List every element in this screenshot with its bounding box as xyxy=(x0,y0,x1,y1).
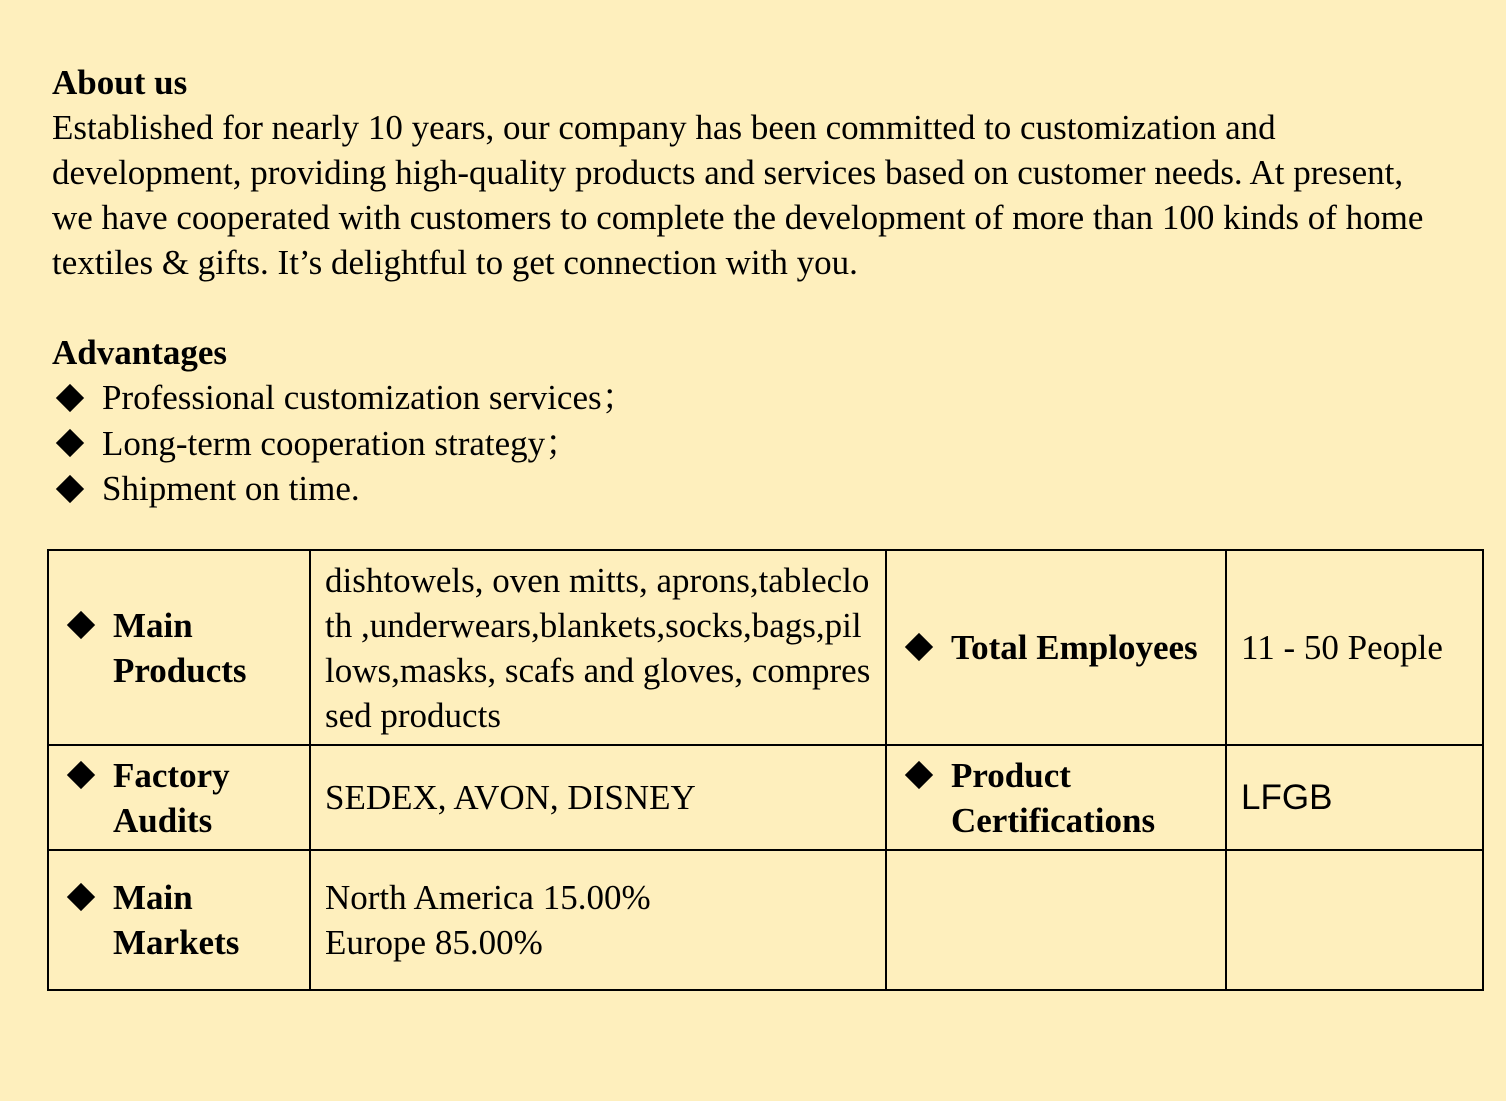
product-certifications-value: LFGB xyxy=(1226,745,1483,850)
diamond-bullet-icon xyxy=(905,760,933,788)
main-markets-value xyxy=(310,850,886,990)
diamond-bullet-icon xyxy=(67,610,95,638)
table-row xyxy=(48,550,1483,745)
factory-audits-value: SEDEX, AVON, DISNEY xyxy=(310,745,886,850)
product-certifications-label: Product Certifications xyxy=(951,755,1156,840)
total-employees-label-cell xyxy=(886,550,1226,745)
advantages-title: Advantages xyxy=(52,333,228,372)
advantages-list xyxy=(52,375,1492,512)
main-products-value: dishtowels, oven mitts, aprons,tablecloth ,underwears,blankets,socks,bags,pillows,masks, scafs and gloves, compressed products xyxy=(310,550,886,745)
section-spacer xyxy=(52,285,1492,330)
main-products-label: Main Products xyxy=(113,605,247,690)
list-item xyxy=(52,375,1492,421)
diamond-bullet-icon xyxy=(56,384,84,412)
advantage-text: Long-term cooperation strategy； xyxy=(102,423,581,463)
empty-cell xyxy=(886,850,1226,990)
factory-audits-label-cell xyxy=(48,745,310,850)
diamond-bullet-icon xyxy=(56,429,84,457)
company-profile xyxy=(52,60,1492,512)
company-info-table xyxy=(47,549,1484,991)
table-row xyxy=(48,745,1483,850)
total-employees-label: Total Employees xyxy=(951,628,1198,667)
factory-audits-label: Factory Audits xyxy=(113,755,230,840)
list-item xyxy=(52,421,1492,467)
about-text: Established for nearly 10 years, our company has been committed to customization and development, providing high-quality products and services based on customer needs. At present, we have cooperated with customers to complete the development of more than 100 kinds of home textiles & gifts. It’s delightful to get connection with you. xyxy=(52,108,1424,282)
table-row xyxy=(48,850,1483,990)
product-certifications-label-cell xyxy=(886,745,1226,850)
list-item xyxy=(52,466,1492,512)
market-europe: Europe 85.00% xyxy=(325,923,543,962)
main-markets-label-cell xyxy=(48,850,310,990)
diamond-bullet-icon xyxy=(67,883,95,911)
diamond-bullet-icon xyxy=(905,633,933,661)
about-title: About us xyxy=(52,63,188,102)
main-markets-label: Main Markets xyxy=(113,878,240,962)
advantage-text: Shipment on time. xyxy=(102,469,360,508)
total-employees-value: 11 - 50 People xyxy=(1226,550,1483,745)
diamond-bullet-icon xyxy=(67,760,95,788)
empty-cell xyxy=(1226,850,1483,990)
market-north-america: North America 15.00% xyxy=(325,878,651,917)
diamond-bullet-icon xyxy=(56,475,84,503)
advantage-text: Professional customization services； xyxy=(102,378,637,417)
main-products-label-cell xyxy=(48,550,310,745)
